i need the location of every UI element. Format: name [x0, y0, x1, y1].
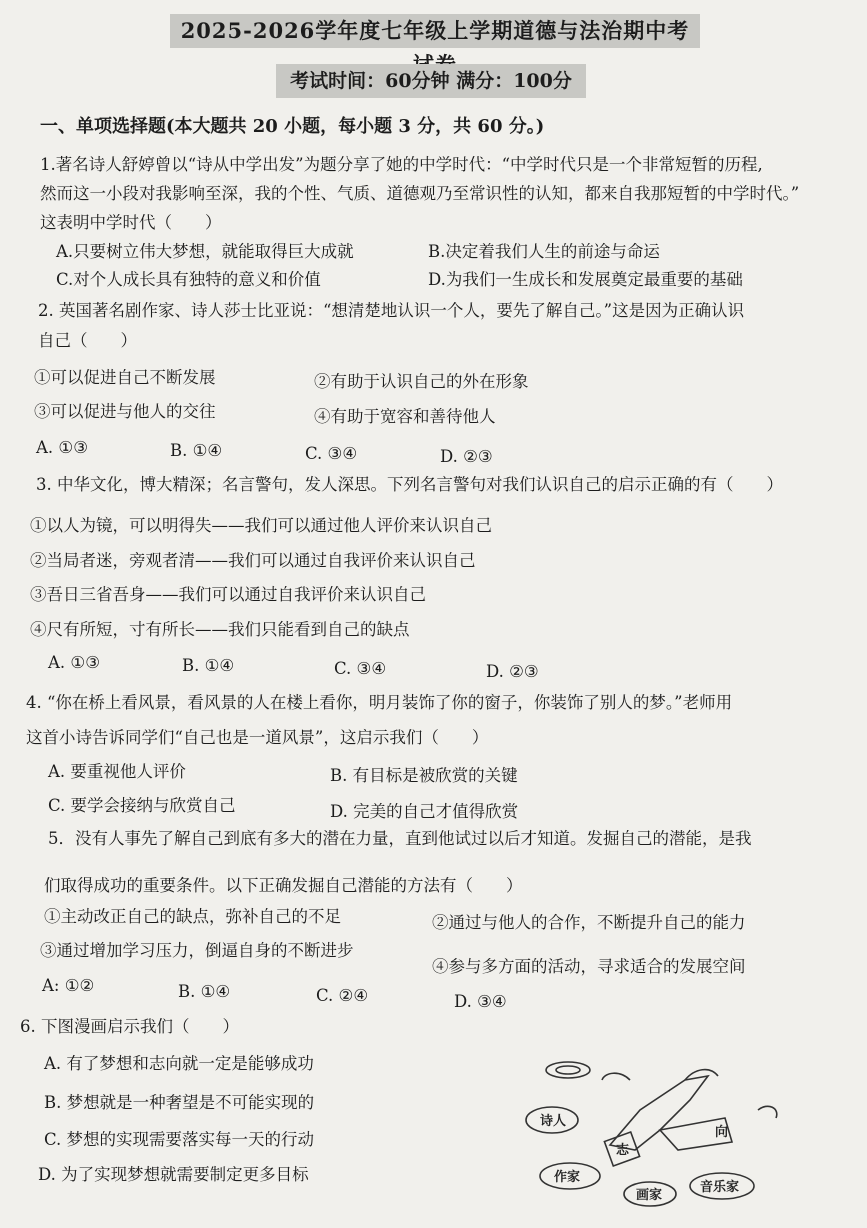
- q5-option-d: D. ③④: [454, 992, 507, 1011]
- q4-stem-line1: 4. “你在桥上看风景，看风景的人在楼上看你，明月装饰了你的窗子，你装饰了别人的梦。”老师用: [26, 693, 733, 712]
- q3-statement-3: ③吾日三省吾身——我们可以通过自我评价来认识自己: [30, 585, 426, 604]
- q5-option-a: A: ①②: [42, 976, 95, 995]
- cartoon-label-musician: 音乐家: [700, 1180, 740, 1195]
- q2-option-d: D. ②③: [440, 447, 493, 466]
- swirl-right: [758, 1106, 777, 1118]
- q5-statement-1: ①主动改正自己的缺点，弥补自己的不足: [44, 907, 341, 926]
- q2-statement-3: ③可以促进与他人的交往: [34, 402, 216, 421]
- q5-statement-3: ③通过增加学习压力，倒逼自身的不断进步: [40, 941, 354, 960]
- exam-title: 2025-2026学年度七年级上学期道德与法治期中考: [170, 14, 700, 48]
- q2-option-b: B. ①④: [170, 441, 223, 460]
- cartoon-label-writer: 作家: [554, 1170, 581, 1185]
- exam-subtitle: 考试时间：60分钟 满分：100分: [276, 64, 586, 98]
- q5-statement-4: ④参与多方面的活动，寻求适合的发展空间: [432, 957, 746, 976]
- q2-statement-2: ②有助于认识自己的外在形象: [314, 372, 529, 391]
- q2-statement-1: ①可以促进自己不断发展: [34, 368, 216, 387]
- q6-option-b: B. 梦想就是一种奢望是不可能实现的: [44, 1093, 315, 1112]
- q5-stem-line2: 们取得成功的重要条件。以下正确发掘自己潜能的方法有（ ）: [44, 876, 523, 895]
- q1-stem-line2: 然而这一小段对我影响至深，我的个性、气质、道德观乃至常识性的认知，都来自我那短暂的中学时代。”: [40, 184, 800, 203]
- q5-statement-2: ②通过与他人的合作，不断提升自己的能力: [432, 913, 746, 932]
- q1-option-c: C.对个人成长具有独特的意义和价值: [56, 270, 321, 289]
- section-heading: 一、单项选择题(本大题共 20 小题，每小题 3 分，共 60 分。): [40, 116, 545, 137]
- q4-option-a: A. 要重视他人评价: [48, 762, 186, 781]
- q1-stem-line3: 这表明中学时代（ ）: [40, 213, 222, 232]
- q3-statement-4: ④尺有所短，寸有所长——我们只能看到自己的缺点: [30, 620, 410, 639]
- q4-option-b: B. 有目标是被欣赏的关键: [330, 766, 518, 785]
- q3-option-a: A. ①③: [48, 653, 100, 672]
- q1-option-a: A.只要树立伟大梦想，就能取得巨大成就: [56, 242, 354, 261]
- cloud-swirl-top-inner: [556, 1066, 580, 1074]
- q2-option-a: A. ①③: [36, 438, 88, 457]
- q6-option-a: A. 有了梦想和志向就一定是能够成功: [44, 1054, 314, 1073]
- q1-stem-line1: 1.著名诗人舒婷曾以“诗从中学出发”为题分享了她的中学时代：“中学时代只是一个非常短暂的历程,: [40, 155, 763, 174]
- q3-option-b: B. ①④: [182, 656, 235, 675]
- q4-stem-line2: 这首小诗告诉同学们“自己也是一道风景”，这启示我们（ ）: [26, 728, 489, 747]
- motion-line: [602, 1073, 630, 1080]
- flying-figure-body: [610, 1076, 708, 1150]
- cartoon-label-zhi: 志: [616, 1143, 630, 1158]
- q6-option-c: C. 梦想的实现需要落实每一天的行动: [44, 1130, 315, 1149]
- q2-statement-4: ④有助于宽容和善待他人: [314, 407, 496, 426]
- q4-option-c: C. 要学会接纳与欣赏自己: [48, 796, 236, 815]
- cartoon-label-painter: 画家: [636, 1188, 663, 1203]
- q6-stem-line1: 6. 下图漫画启示我们（ ）: [20, 1017, 239, 1036]
- q3-statement-2: ②当局者迷，旁观者清——我们可以通过自我评价来认识自己: [30, 551, 476, 570]
- q1-option-d: D.为我们一生成长和发展奠定最重要的基础: [428, 270, 743, 289]
- cartoon-label-poet: 诗人: [540, 1114, 567, 1129]
- q6-option-d: D. 为了实现梦想就需要制定更多目标: [38, 1165, 309, 1184]
- q5-option-b: B. ①④: [178, 982, 231, 1001]
- q4-option-d: D. 完美的自己才值得欣赏: [330, 802, 519, 821]
- q5-stem-line1: 5．没有人事先了解自己到底有多大的潜在力量，直到他试过以后才知道。发掘自己的潜能，是我: [48, 829, 752, 848]
- cartoon-label-xiang: 向: [715, 1125, 729, 1140]
- q2-stem-line1: 2. 英国著名剧作家、诗人莎士比亚说：“想清楚地认识一个人，要先了解自己。”这是因为正确认识: [38, 301, 745, 320]
- q3-stem-line1: 3. 中华文化，博大精深；名言警句，发人深思。下列名言警句对我们认识自己的启示正确的有（ ）: [36, 475, 783, 494]
- dream-cartoon: [510, 1050, 810, 1220]
- q5-option-c: C. ②④: [316, 986, 369, 1005]
- q3-option-d: D. ②③: [486, 662, 539, 681]
- q1-option-b: B.决定着我们人生的前途与命运: [428, 242, 660, 261]
- q2-stem-line2: 自己（ ）: [38, 331, 137, 350]
- cloud-swirl-top: [546, 1062, 590, 1078]
- q3-option-c: C. ③④: [334, 659, 387, 678]
- q3-statement-1: ①以人为镜，可以明得失——我们可以通过他人评价来认识自己: [30, 516, 492, 535]
- q2-option-c: C. ③④: [305, 444, 358, 463]
